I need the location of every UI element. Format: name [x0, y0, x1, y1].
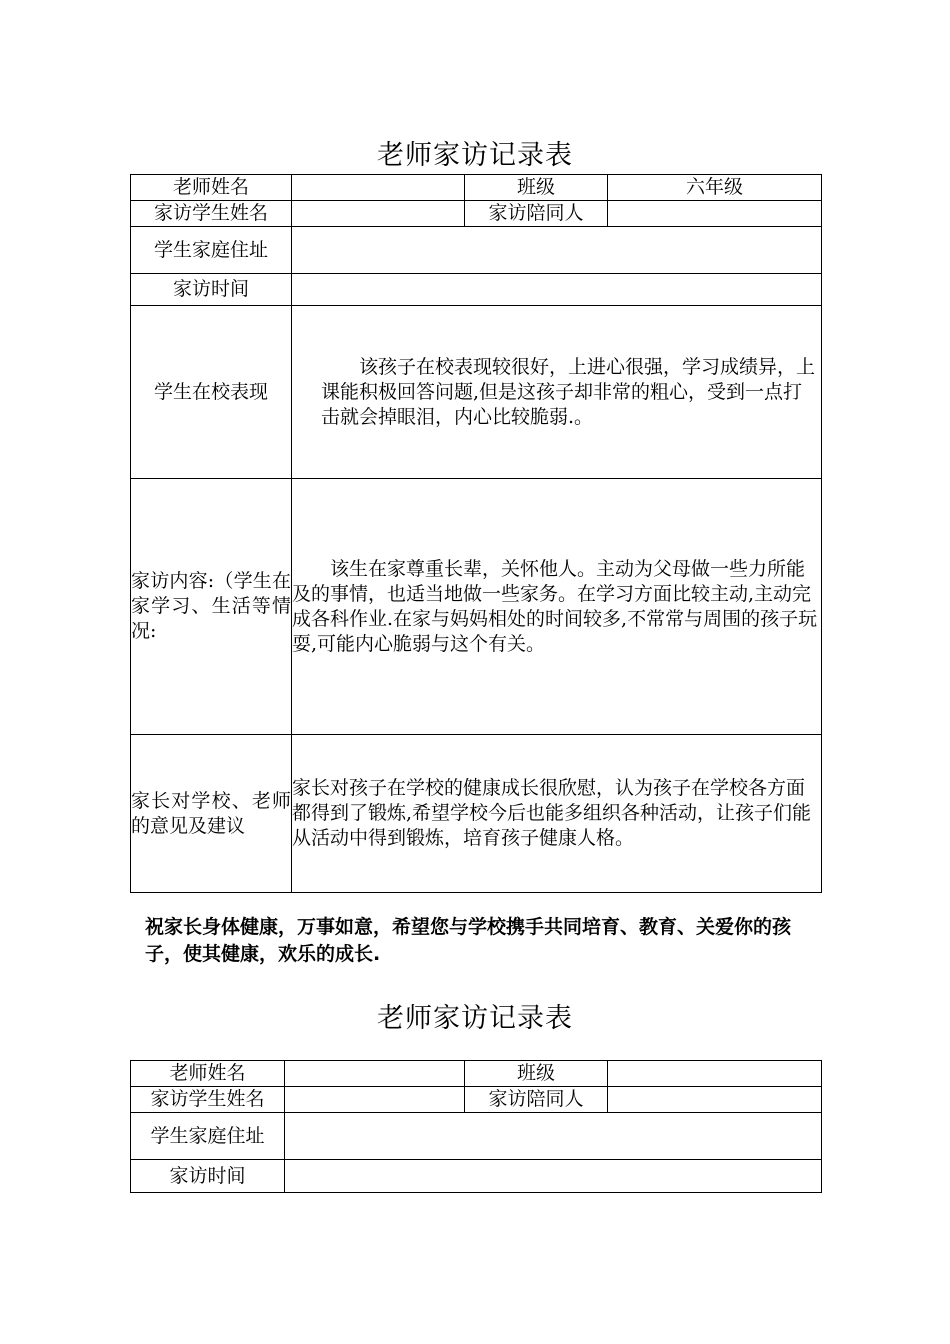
address-field[interactable] [285, 1113, 822, 1160]
form2-row-student [131, 1087, 822, 1113]
form1-row-parent-opinion [131, 735, 822, 893]
companion-label: 家访陪同人 [465, 201, 608, 227]
form1-row-visit-content [131, 479, 822, 735]
form2-row-address [131, 1113, 822, 1160]
form1-row-address [131, 227, 822, 274]
student-name-label: 家访学生姓名 [131, 201, 292, 227]
form2-table [130, 1060, 822, 1193]
parent-opinion-label: 家长对学校、老师的意见及建议 [131, 735, 292, 893]
address-label: 学生家庭住址 [131, 227, 292, 274]
teacher-name-field[interactable] [285, 1061, 465, 1087]
parent-opinion-text: 家长对孩子在学校的健康成长很欣慰，认为孩子在学校各方面都得到了锻炼,希望学校今后也能多组织各种活动，让孩子们能从活动中得到锻炼，培育孩子健康人格。 [292, 777, 812, 849]
teacher-name-label: 老师姓名 [131, 1061, 285, 1087]
visit-content-label: 家访内容:（学生在家学习、生活等情况: [131, 479, 292, 735]
form1-row-student [131, 201, 822, 227]
companion-field[interactable] [608, 201, 822, 227]
address-label: 学生家庭住址 [131, 1113, 285, 1160]
form1-row-teacher [131, 175, 822, 201]
class-field[interactable]: 六年级 [608, 175, 822, 201]
visit-time-label: 家访时间 [131, 1160, 285, 1193]
form2-row-teacher [131, 1061, 822, 1087]
teacher-name-field[interactable] [292, 175, 465, 201]
student-name-field[interactable] [292, 201, 465, 227]
closing-message: 祝家长身体健康，万事如意，希望您与学校携手共同培育、教育、关爱你的孩子，使其健康，欢乐的成长. [145, 916, 792, 965]
form1-row-school-performance [131, 306, 822, 479]
class-label: 班级 [465, 175, 608, 201]
companion-label: 家访陪同人 [465, 1087, 608, 1113]
student-name-label: 家访学生姓名 [131, 1087, 285, 1113]
student-name-field[interactable] [285, 1087, 465, 1113]
teacher-name-label: 老师姓名 [131, 175, 292, 201]
companion-field[interactable] [608, 1087, 822, 1113]
form1-title: 老师家访记录表 [377, 140, 573, 171]
class-field[interactable] [608, 1061, 822, 1087]
form1-row-visit-time [131, 274, 822, 306]
class-label: 班级 [465, 1061, 608, 1087]
form2-row-visit-time [131, 1160, 822, 1193]
visit-time-field[interactable] [292, 274, 822, 306]
visit-time-label: 家访时间 [131, 274, 292, 306]
school-performance-text: 该孩子在校表现较很好，上进心很强，学习成绩异，上课能积极回答问题,但是这孩子却非常的粗心，受到一点打击就会掉眼泪，内心比较脆弱.。 [321, 355, 816, 428]
school-performance-label: 学生在校表现 [131, 306, 292, 479]
form2-title: 老师家访记录表 [377, 1003, 573, 1034]
form1-table [130, 174, 822, 893]
address-field[interactable] [292, 227, 822, 274]
visit-content-text: 该生在家尊重长辈，关怀他人。主动为父母做一些力所能及的事情，也适当地做一些家务。在学习方面比较主动,主动完成各科作业.在家与妈妈相处的时间较多,不常常与周围的孩子玩耍,可能内心脆弱与这个有关。 [292, 557, 818, 655]
visit-time-field[interactable] [285, 1160, 822, 1193]
